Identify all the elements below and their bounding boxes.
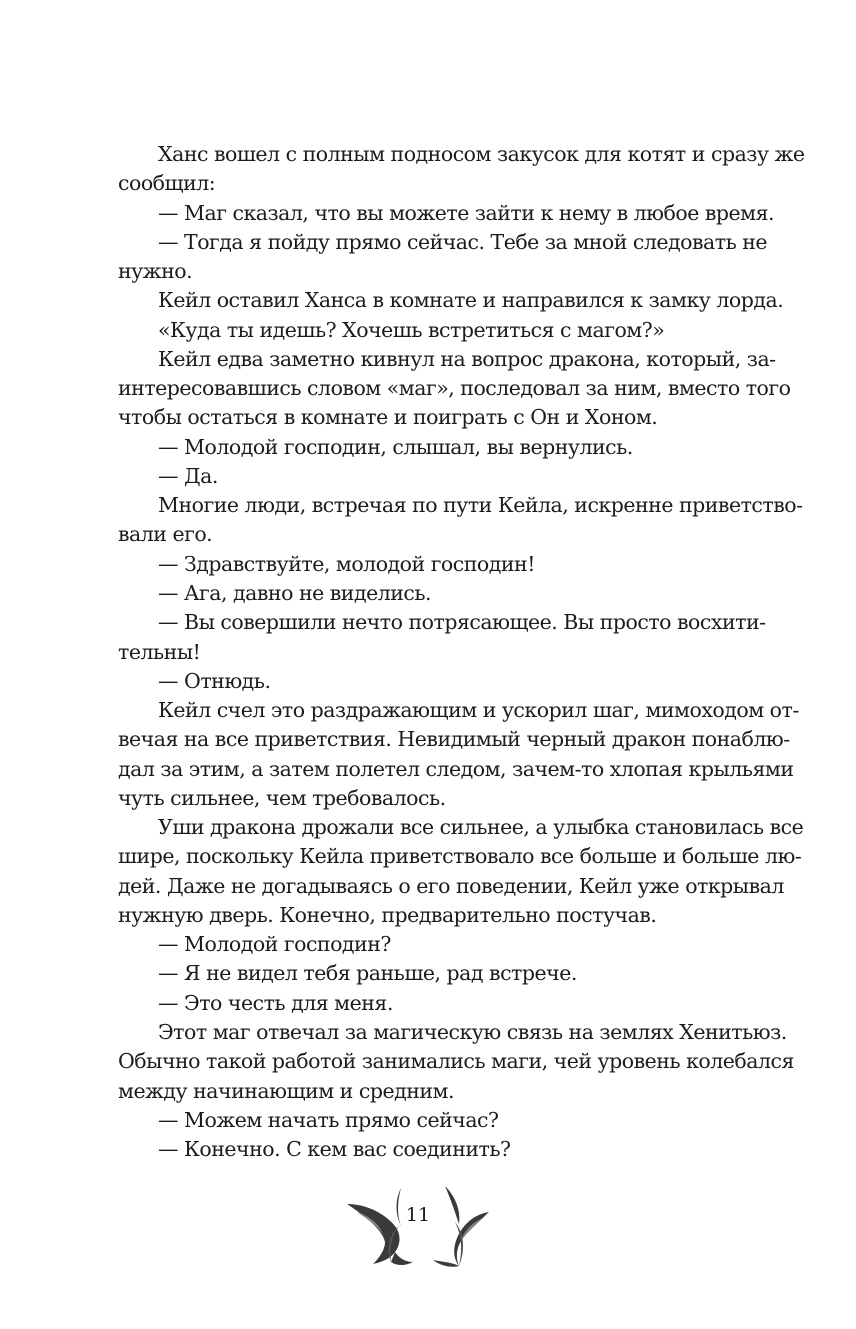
text-line: — Вы совершили нечто потрясающее. Вы просто восхити- <box>158 610 766 635</box>
text-line: интересовавшись словом «маг», последовал за ним, вместо того <box>118 376 791 401</box>
text-line: Уши дракона дрожали все сильнее, а улыбка становилась все <box>158 815 804 840</box>
text-line: вечая на все приветствия. Невидимый черный дракон понаблю- <box>118 727 790 752</box>
text-line: — Можем начать прямо сейчас? <box>158 1107 499 1132</box>
text-line: между начинающим и средним. <box>118 1078 454 1103</box>
text-line: чуть сильнее, чем требовалось. <box>118 785 446 810</box>
text-line: — Молодой господин, слышал, вы вернулись. <box>158 434 633 459</box>
text-line: — Тогда я пойду прямо сейчас. Тебе за мной следовать не <box>158 229 768 254</box>
page-number: 11 <box>405 1204 431 1226</box>
dragon-horns-ornament-icon <box>343 1182 493 1272</box>
text-line: дал за этим, а затем полетел следом, зачем-то хлопая крыльями <box>118 756 794 781</box>
text-line: — Да. <box>158 463 218 488</box>
text-line: — Это честь для меня. <box>158 990 393 1015</box>
text-line: тельны! <box>118 639 201 664</box>
text-line: — Маг сказал, что вы можете зайти к нему в любое время. <box>158 200 775 225</box>
text-line: Кейл оставил Ханса в комнате и направился к замку лорда. <box>158 288 784 313</box>
text-line: дей. Даже не догадываясь о его поведении, Кейл уже открывал <box>118 873 784 898</box>
text-line: Кейл счел это раздражающим и ускорил шаг, мимоходом от- <box>158 698 799 723</box>
text-line: Кейл едва заметно кивнул на вопрос дракона, который, за- <box>158 346 776 371</box>
text-line: «Куда ты идешь? Хочешь встретиться с магом?» <box>158 317 665 342</box>
page-footer <box>343 1182 493 1272</box>
text-line: нужно. <box>118 259 193 284</box>
text-line: нужную дверь. Конечно, предварительно постучав. <box>118 902 657 927</box>
text-line: — Отнюдь. <box>158 668 271 693</box>
body-text <box>118 140 805 1164</box>
text-line: — Я не видел тебя раньше, рад встрече. <box>158 961 577 986</box>
text-line: чтобы остаться в комнате и поиграть с Он и Хоном. <box>118 405 658 430</box>
text-line: — Ага, давно не виделись. <box>158 580 432 605</box>
text-line: — Молодой господин? <box>158 932 391 957</box>
text-line: Этот маг отвечал за магическую связь на землях Хенитьюз. <box>158 1019 787 1044</box>
text-line: Ханс вошел с полным подносом закусок для котят и сразу же <box>158 142 805 166</box>
text-line: вали его. <box>118 522 213 547</box>
text-line: Обычно такой работой занимались маги, чей уровень колебался <box>118 1049 794 1074</box>
text-line: Многие люди, встречая по пути Кейла, искренне приветство- <box>158 493 803 518</box>
text-line: сообщил: <box>118 171 216 196</box>
text-line: шире, поскольку Кейла приветствовало все больше и больше лю- <box>118 844 802 869</box>
text-line: — Конечно. С кем вас соединить? <box>158 1137 511 1162</box>
text-line: — Здравствуйте, молодой господин! <box>158 551 535 576</box>
